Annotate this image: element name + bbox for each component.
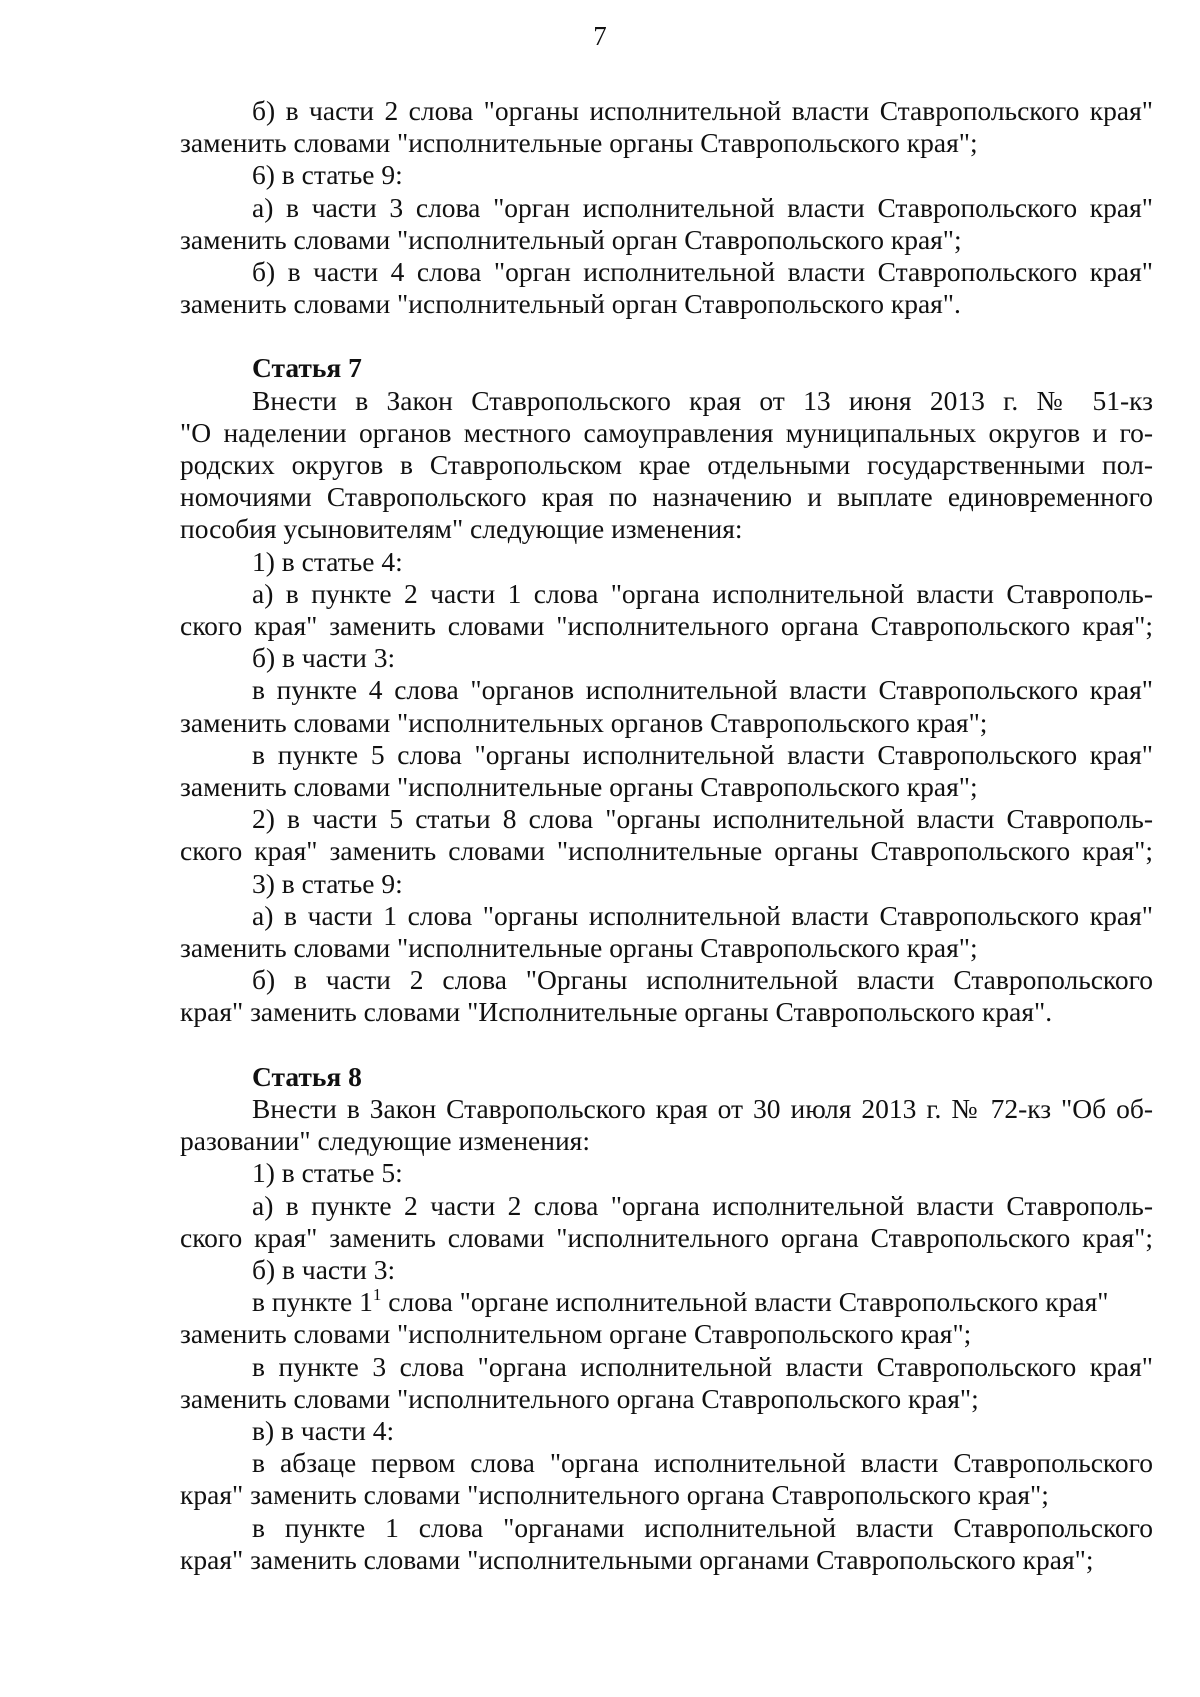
text-line: 6) в статье 9: <box>252 159 403 191</box>
text-line: заменить словами "исполнительные органы Ставропольского края"; <box>180 127 978 159</box>
text-line: в пункте 3 слова "органа исполнительной власти Ставропольского края" <box>252 1350 1153 1382</box>
paragraph-article6-tail <box>180 95 1153 320</box>
text-line: Внести в Закон Ставропольского края от 13 июня 2013 г. № 51-кз <box>252 384 1153 416</box>
text-line: в абзаце первом слова "органа исполнительной власти Ставропольского <box>252 1447 1153 1479</box>
text-line: заменить словами "исполнительном органе Ставропольского края"; <box>180 1318 972 1350</box>
text-fragment: слова "органе исполнительной власти Ставропольского края" <box>381 1286 1109 1318</box>
article-7-body <box>180 385 1153 1029</box>
text-line: в) в части 4: <box>252 1414 395 1446</box>
document-body <box>180 95 1153 1576</box>
article-7-heading: Статья 7 <box>252 352 362 384</box>
text-line: а) в части 1 слова "органы исполнительной власти Ставропольского края" <box>252 899 1153 931</box>
text-line: заменить словами "исполнительный орган Ставропольского края"; <box>180 223 962 255</box>
text-line: родских округов в Ставропольском крае отдельными государственными пол- <box>180 449 1153 481</box>
text-line: заменить словами "исполнительные органы Ставропольского края"; <box>180 932 978 964</box>
text-line: ского края" заменить словами "исполнительного органа Ставропольского края"; <box>180 1221 1153 1253</box>
article-8-body <box>180 1093 1153 1576</box>
text-line: а) в пункте 2 части 1 слова "органа исполнительной власти Ставрополь- <box>252 577 1153 609</box>
text-line: заменить словами "исполнительный орган Ставропольского края". <box>180 288 961 320</box>
page-number: 7 <box>593 21 607 51</box>
text-line: в пункте 4 слова "органов исполнительной власти Ставропольского края" <box>252 674 1153 706</box>
text-line: б) в части 2 слова "органы исполнительной власти Ставропольского края" <box>252 95 1153 126</box>
text-line: заменить словами "исполнительного органа Ставропольского края"; <box>180 1382 979 1414</box>
text-line: б) в части 4 слова "орган исполнительной власти Ставропольского края" <box>252 256 1153 288</box>
text-line: заменить словами "исполнительных органов Ставропольского края"; <box>180 706 988 738</box>
text-line: Внести в Закон Ставропольского края от 30 июля 2013 г. № 72-кз "Об об- <box>252 1092 1153 1124</box>
text-line: 1) в статье 5: <box>252 1157 403 1189</box>
text-line: края" заменить словами "Исполнительные органы Ставропольского края". <box>180 996 1053 1028</box>
text-line: б) в части 3: <box>252 642 396 674</box>
text-line: "О наделении органов местного самоуправления муниципальных округов и го- <box>180 416 1153 448</box>
text-line: 1) в статье 4: <box>252 545 403 577</box>
text-line: края" заменить словами "исполнительными органами Ставропольского края"; <box>180 1543 1094 1575</box>
text-line: ского края" заменить словами "исполнительные органы Ставропольского края"; <box>180 835 1153 867</box>
text-line: номочиями Ставропольского края по назначению и выплате единовременного <box>180 481 1153 513</box>
text-line: 2) в части 5 статьи 8 слова "органы исполнительной власти Ставрополь- <box>252 803 1153 835</box>
text-line: в пункте 5 слова "органы исполнительной власти Ставропольского края" <box>252 738 1153 770</box>
text-line: а) в пункте 2 части 2 слова "органа исполнительной власти Ставрополь- <box>252 1189 1153 1221</box>
text-line: а) в части 3 слова "орган исполнительной власти Ставропольского края" <box>252 191 1153 223</box>
text-fragment: в пункте 1 <box>252 1286 373 1318</box>
text-line: заменить словами "исполнительные органы Ставропольского края"; <box>180 771 978 803</box>
text-line-with-superscript <box>180 1286 1153 1318</box>
article-8-heading: Статья 8 <box>252 1060 362 1092</box>
text-line: б) в части 2 слова "Органы исполнительной власти Ставропольского <box>252 964 1153 996</box>
text-line: разовании" следующие изменения: <box>180 1125 590 1157</box>
text-line: 3) в статье 9: <box>252 867 403 899</box>
text-line: б) в части 3: <box>252 1253 396 1285</box>
text-line: в пункте 1 слова "органами исполнительной власти Ставропольского <box>252 1511 1153 1543</box>
text-line: ского края" заменить словами "исполнительного органа Ставропольского края"; <box>180 610 1153 642</box>
text-line: пособия усыновителям" следующие изменения: <box>180 513 743 545</box>
text-line: края" заменить словами "исполнительного органа Ставропольского края"; <box>180 1479 1049 1511</box>
superscript: 1 <box>372 1285 382 1305</box>
